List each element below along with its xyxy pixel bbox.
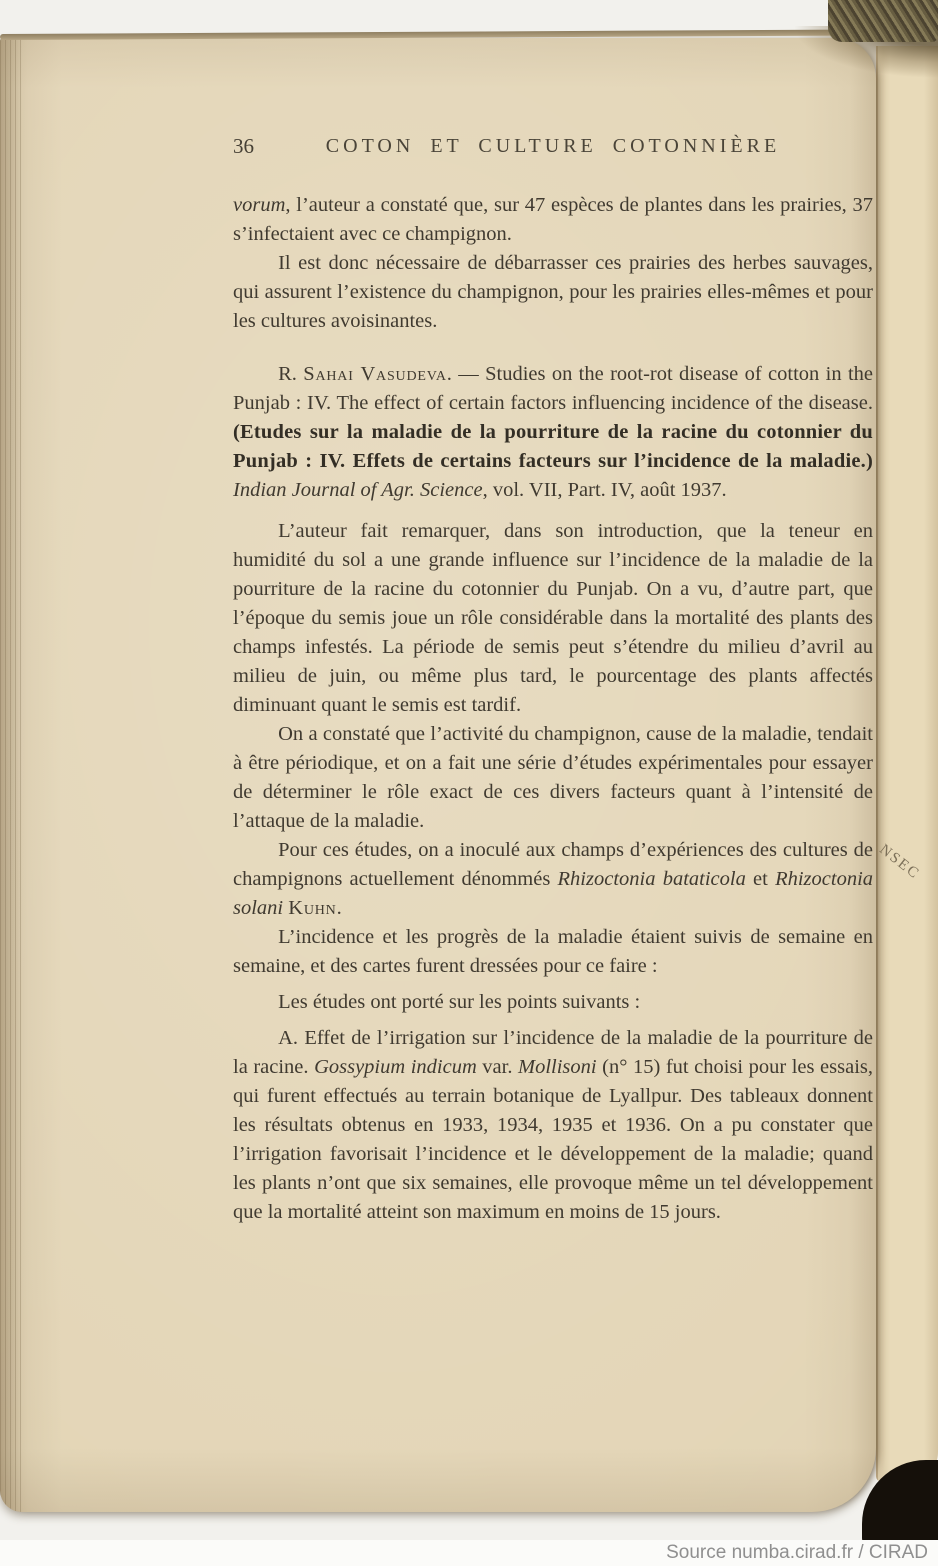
page-number: 36	[233, 134, 254, 158]
text-segment: Les études ont porté sur les points suivants :	[278, 991, 641, 1013]
text-segment: . — Studies on the root-rot disease of cotton in the Punjab : IV. The effect of certain factors influencing incidence of the disease.	[233, 363, 873, 414]
paragraph	[233, 249, 873, 336]
text-segment: Gossypium indicum	[314, 1056, 477, 1078]
text-segment: et	[745, 868, 776, 890]
footer-bar	[0, 1540, 938, 1566]
edge-text-fragment: NSEC	[876, 841, 923, 883]
gutter-shadow	[0, 38, 22, 1512]
paragraph	[233, 988, 873, 1017]
text-segment: var.	[476, 1056, 519, 1078]
text-segment: L’incidence et les progrès de la maladie étaient suivis de semaine en semaine, et des cartes furent dressées pour ce faire :	[233, 926, 873, 977]
text-segment: A. Effet de l’irrigation sur l’incidence de la maladie de la pourriture de la racine.	[233, 1027, 873, 1078]
page-content	[233, 132, 873, 1227]
text-block	[233, 191, 873, 1227]
paragraph	[233, 720, 873, 836]
running-title: COTON ET CULTURE COTONNIÈRE	[325, 135, 781, 157]
text-segment: L’auteur fait remarquer, dans son introduction, que la teneur en humidité du sol a une grande influence sur l’incidence de la maladie de la pourriture de la racine du cotonnier du Punjab. On a vu, d’autre part, que l’époque du semis joue un rôle considérable dans la mortalité des plants des champs infestés. La période de semis peut s’étendre du milieu d’avril au milieu de juin, ou même plus tard, le pourcentage des plants affectés diminuant quant le semis est tardif.	[233, 520, 873, 716]
text-segment: Il est donc nécessaire de débarrasser ces prairies des herbes sauvages, qui assurent l’existence du champignon, pour les prairies elles-mêmes et pour les cultures avoisinantes.	[233, 252, 873, 332]
text-segment: Rhizoctonia solani	[233, 868, 874, 919]
text-segment: Rhizoctonia bataticola	[557, 868, 746, 890]
book-cover-edge	[862, 1460, 938, 1546]
paragraph	[233, 517, 873, 720]
text-segment: .	[336, 897, 342, 919]
text-segment: Sahai Vasudeva	[303, 363, 447, 385]
paragraph	[233, 1024, 873, 1227]
paragraph	[233, 360, 873, 505]
paragraph	[233, 923, 873, 981]
text-segment: , l’auteur a constaté que, sur 47 espèces de plantes dans les prairies, 37 s’infectaient avec ce champignon.	[233, 194, 873, 245]
page-header	[233, 132, 873, 158]
fore-edge-pages	[876, 46, 938, 1482]
text-segment: R.	[278, 363, 304, 385]
text-segment: (Etudes sur la maladie de la pourriture de la racine du cotonnier du Punjab : IV. Effets de certains facteurs sur l’incidence de la maladie.)	[233, 421, 873, 472]
headband	[828, 0, 938, 42]
text-segment: Indian Journal of Agr. Science	[233, 479, 483, 501]
text-segment: vorum	[233, 194, 286, 216]
text-segment: , vol. VII, Part. IV, août 1937.	[482, 479, 727, 501]
text-segment: Pour ces études, on a inoculé aux champs d’expériences des cultures de champignons actuellement dénommés	[233, 839, 873, 890]
paragraph	[233, 191, 873, 249]
paragraph	[233, 836, 873, 923]
text-segment: Mollisoni	[518, 1056, 597, 1078]
text-segment: (n° 15) fut choisi pour les essais, qui furent effectués au terrain botanique de Lyallpur. Des tableaux donnent les résultats obtenus en 1933, 1934, 1935 et 1936. On a pu constater que l’irrigation favorisait l’incidence et le développement de la maladie; quand les plants n’ont que six semaines, elle provoque même un tel développement que la mortalité atteint son maximum en moins de 15 jours.	[233, 1056, 873, 1223]
text-segment: Kuhn	[288, 897, 337, 919]
footer-credit: Source numba.cirad.fr / CIRAD	[666, 1542, 928, 1563]
text-segment: On a constaté que l’activité du champignon, cause de la maladie, tendait à être périodique, et on a fait une série d’études expérimentales pour essayer de déterminer le rôle exact de ces divers facteurs quant à l’intensité de l’attaque de la maladie.	[233, 723, 873, 832]
